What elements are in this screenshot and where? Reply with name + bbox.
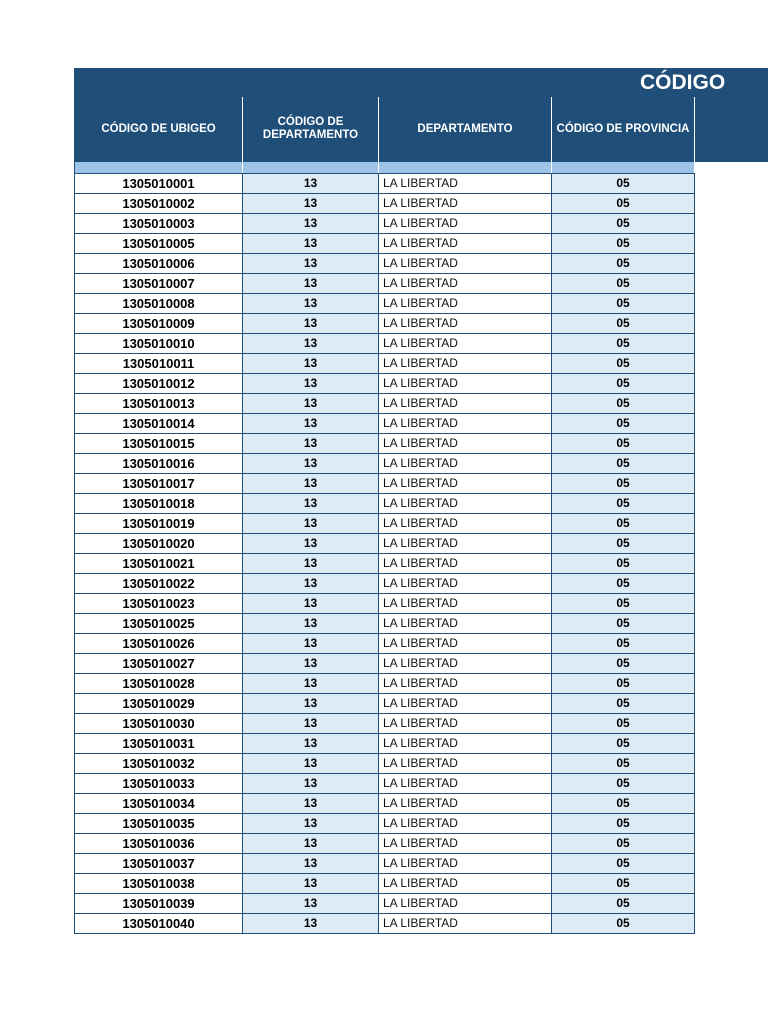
- table-row: [75, 494, 695, 514]
- cell-departamento: LA LIBERTAD: [379, 354, 552, 374]
- cell-ubigeo: 1305010009: [75, 314, 243, 334]
- cell-ubigeo: 1305010011: [75, 354, 243, 374]
- table-row: [75, 814, 695, 834]
- cell-dep-code: 13: [243, 414, 379, 434]
- cell-dep-code: 13: [243, 274, 379, 294]
- cell-ubigeo: 1305010028: [75, 674, 243, 694]
- cell-departamento: LA LIBERTAD: [379, 734, 552, 754]
- cell-ubigeo: 1305010037: [75, 854, 243, 874]
- cell-prov-code: 05: [552, 514, 695, 534]
- header-spacer-row: [75, 162, 695, 174]
- table-row: [75, 694, 695, 714]
- cell-departamento: LA LIBERTAD: [379, 854, 552, 874]
- cell-dep-code: 13: [243, 454, 379, 474]
- cell-ubigeo: 1305010032: [75, 754, 243, 774]
- cell-prov-code: 05: [552, 354, 695, 374]
- cell-dep-code: 13: [243, 494, 379, 514]
- header-ubigeo: CÓDIGO DE UBIGEO: [75, 97, 243, 162]
- cell-ubigeo: 1305010012: [75, 374, 243, 394]
- cell-prov-code: 05: [552, 494, 695, 514]
- cell-departamento: LA LIBERTAD: [379, 474, 552, 494]
- table-row: [75, 214, 695, 234]
- table-row: [75, 394, 695, 414]
- cell-ubigeo: 1305010013: [75, 394, 243, 414]
- table-row: [75, 594, 695, 614]
- cell-ubigeo: 1305010033: [75, 774, 243, 794]
- cell-dep-code: 13: [243, 394, 379, 414]
- cell-ubigeo: 1305010027: [75, 654, 243, 674]
- spacer-cell: [75, 162, 243, 174]
- header-dep-code: CÓDIGO DE DEPARTAMENTO: [243, 97, 379, 162]
- cell-dep-code: 13: [243, 554, 379, 574]
- cell-dep-code: 13: [243, 294, 379, 314]
- cell-ubigeo: 1305010006: [75, 254, 243, 274]
- cell-prov-code: 05: [552, 534, 695, 554]
- cell-departamento: LA LIBERTAD: [379, 194, 552, 214]
- cell-dep-code: 13: [243, 254, 379, 274]
- title-band: [74, 68, 768, 97]
- table-row: [75, 614, 695, 634]
- table-row: [75, 374, 695, 394]
- cell-departamento: LA LIBERTAD: [379, 594, 552, 614]
- cell-prov-code: 05: [552, 754, 695, 774]
- cell-dep-code: 13: [243, 634, 379, 654]
- header-right-band: [694, 97, 768, 162]
- table-row: [75, 674, 695, 694]
- cell-departamento: LA LIBERTAD: [379, 214, 552, 234]
- cell-departamento: LA LIBERTAD: [379, 254, 552, 274]
- table-row: [75, 834, 695, 854]
- table-row: [75, 474, 695, 494]
- cell-ubigeo: 1305010021: [75, 554, 243, 574]
- cell-departamento: LA LIBERTAD: [379, 634, 552, 654]
- cell-ubigeo: 1305010007: [75, 274, 243, 294]
- cell-departamento: LA LIBERTAD: [379, 774, 552, 794]
- cell-dep-code: 13: [243, 314, 379, 334]
- cell-departamento: LA LIBERTAD: [379, 554, 552, 574]
- cell-departamento: LA LIBERTAD: [379, 894, 552, 914]
- cell-dep-code: 13: [243, 514, 379, 534]
- cell-dep-code: 13: [243, 194, 379, 214]
- cell-dep-code: 13: [243, 854, 379, 874]
- cell-prov-code: 05: [552, 554, 695, 574]
- header-row: [75, 97, 695, 162]
- spacer-cell: [552, 162, 695, 174]
- cell-prov-code: 05: [552, 694, 695, 714]
- cell-departamento: LA LIBERTAD: [379, 834, 552, 854]
- table-row: [75, 894, 695, 914]
- table-row: [75, 774, 695, 794]
- cell-prov-code: 05: [552, 414, 695, 434]
- cell-departamento: LA LIBERTAD: [379, 754, 552, 774]
- cell-dep-code: 13: [243, 474, 379, 494]
- cell-ubigeo: 1305010022: [75, 574, 243, 594]
- cell-departamento: LA LIBERTAD: [379, 494, 552, 514]
- header-prov-code: CÓDIGO DE PROVINCIA: [552, 97, 695, 162]
- cell-prov-code: 05: [552, 334, 695, 354]
- cell-departamento: LA LIBERTAD: [379, 614, 552, 634]
- cell-ubigeo: 1305010015: [75, 434, 243, 454]
- table-row: [75, 314, 695, 334]
- cell-prov-code: 05: [552, 434, 695, 454]
- cell-dep-code: 13: [243, 574, 379, 594]
- cell-prov-code: 05: [552, 834, 695, 854]
- cell-prov-code: 05: [552, 874, 695, 894]
- cell-departamento: LA LIBERTAD: [379, 414, 552, 434]
- cell-ubigeo: 1305010001: [75, 174, 243, 194]
- cell-dep-code: 13: [243, 374, 379, 394]
- cell-ubigeo: 1305010008: [75, 294, 243, 314]
- table-row: [75, 334, 695, 354]
- cell-prov-code: 05: [552, 734, 695, 754]
- table-row: [75, 514, 695, 534]
- cell-prov-code: 05: [552, 714, 695, 734]
- cell-departamento: LA LIBERTAD: [379, 674, 552, 694]
- cell-ubigeo: 1305010040: [75, 914, 243, 934]
- cell-departamento: LA LIBERTAD: [379, 314, 552, 334]
- cell-ubigeo: 1305010002: [75, 194, 243, 214]
- cell-prov-code: 05: [552, 234, 695, 254]
- cell-prov-code: 05: [552, 174, 695, 194]
- header-departamento: DEPARTAMENTO: [379, 97, 552, 162]
- cell-ubigeo: 1305010039: [75, 894, 243, 914]
- cell-prov-code: 05: [552, 294, 695, 314]
- cell-ubigeo: 1305010026: [75, 634, 243, 654]
- cell-ubigeo: 1305010030: [75, 714, 243, 734]
- cell-prov-code: 05: [552, 814, 695, 834]
- cell-departamento: LA LIBERTAD: [379, 714, 552, 734]
- cell-ubigeo: 1305010020: [75, 534, 243, 554]
- table-row: [75, 274, 695, 294]
- cell-departamento: LA LIBERTAD: [379, 654, 552, 674]
- cell-prov-code: 05: [552, 474, 695, 494]
- cell-dep-code: 13: [243, 434, 379, 454]
- cell-prov-code: 05: [552, 574, 695, 594]
- cell-dep-code: 13: [243, 354, 379, 374]
- cell-ubigeo: 1305010010: [75, 334, 243, 354]
- cell-departamento: LA LIBERTAD: [379, 794, 552, 814]
- cell-prov-code: 05: [552, 854, 695, 874]
- cell-dep-code: 13: [243, 214, 379, 234]
- cell-prov-code: 05: [552, 194, 695, 214]
- cell-departamento: LA LIBERTAD: [379, 394, 552, 414]
- spacer-cell: [379, 162, 552, 174]
- cell-departamento: LA LIBERTAD: [379, 434, 552, 454]
- cell-departamento: LA LIBERTAD: [379, 374, 552, 394]
- cell-prov-code: 05: [552, 674, 695, 694]
- cell-ubigeo: 1305010035: [75, 814, 243, 834]
- cell-prov-code: 05: [552, 394, 695, 414]
- cell-prov-code: 05: [552, 614, 695, 634]
- cell-dep-code: 13: [243, 754, 379, 774]
- cell-ubigeo: 1305010029: [75, 694, 243, 714]
- cell-prov-code: 05: [552, 374, 695, 394]
- cell-departamento: LA LIBERTAD: [379, 294, 552, 314]
- cell-ubigeo: 1305010003: [75, 214, 243, 234]
- table-header: [75, 97, 695, 162]
- table-row: [75, 234, 695, 254]
- cell-dep-code: 13: [243, 334, 379, 354]
- cell-dep-code: 13: [243, 794, 379, 814]
- table-row: [75, 554, 695, 574]
- cell-departamento: LA LIBERTAD: [379, 234, 552, 254]
- table-row: [75, 754, 695, 774]
- table-row: [75, 534, 695, 554]
- cell-departamento: LA LIBERTAD: [379, 274, 552, 294]
- cell-prov-code: 05: [552, 654, 695, 674]
- table-row: [75, 794, 695, 814]
- cell-ubigeo: 1305010023: [75, 594, 243, 614]
- cell-dep-code: 13: [243, 834, 379, 854]
- cell-dep-code: 13: [243, 774, 379, 794]
- cell-departamento: LA LIBERTAD: [379, 454, 552, 474]
- cell-ubigeo: 1305010034: [75, 794, 243, 814]
- cell-dep-code: 13: [243, 814, 379, 834]
- cell-prov-code: 05: [552, 794, 695, 814]
- cell-dep-code: 13: [243, 174, 379, 194]
- cell-ubigeo: 1305010019: [75, 514, 243, 534]
- table-row: [75, 734, 695, 754]
- table-row: [75, 354, 695, 374]
- table-row: [75, 294, 695, 314]
- cell-dep-code: 13: [243, 874, 379, 894]
- cell-ubigeo: 1305010005: [75, 234, 243, 254]
- table-row: [75, 434, 695, 454]
- cell-departamento: LA LIBERTAD: [379, 694, 552, 714]
- cell-prov-code: 05: [552, 274, 695, 294]
- cell-dep-code: 13: [243, 894, 379, 914]
- cell-dep-code: 13: [243, 614, 379, 634]
- cell-dep-code: 13: [243, 534, 379, 554]
- table-row: [75, 574, 695, 594]
- cell-ubigeo: 1305010036: [75, 834, 243, 854]
- ubigeo-table: [74, 97, 695, 934]
- table-row: [75, 454, 695, 474]
- cell-departamento: LA LIBERTAD: [379, 334, 552, 354]
- cell-prov-code: 05: [552, 454, 695, 474]
- cell-dep-code: 13: [243, 234, 379, 254]
- cell-dep-code: 13: [243, 734, 379, 754]
- cell-ubigeo: 1305010031: [75, 734, 243, 754]
- table-row: [75, 654, 695, 674]
- table-row: [75, 714, 695, 734]
- page-title: CÓDIGO: [640, 71, 726, 94]
- table-body: [75, 162, 695, 934]
- cell-departamento: LA LIBERTAD: [379, 534, 552, 554]
- table-row: [75, 874, 695, 894]
- cell-departamento: LA LIBERTAD: [379, 874, 552, 894]
- cell-dep-code: 13: [243, 674, 379, 694]
- cell-departamento: LA LIBERTAD: [379, 574, 552, 594]
- cell-prov-code: 05: [552, 894, 695, 914]
- cell-ubigeo: 1305010014: [75, 414, 243, 434]
- table-row: [75, 174, 695, 194]
- table-row: [75, 414, 695, 434]
- cell-prov-code: 05: [552, 914, 695, 934]
- cell-ubigeo: 1305010018: [75, 494, 243, 514]
- cell-ubigeo: 1305010025: [75, 614, 243, 634]
- cell-departamento: LA LIBERTAD: [379, 514, 552, 534]
- spacer-cell: [243, 162, 379, 174]
- cell-dep-code: 13: [243, 694, 379, 714]
- cell-departamento: LA LIBERTAD: [379, 174, 552, 194]
- cell-ubigeo: 1305010017: [75, 474, 243, 494]
- table-row: [75, 634, 695, 654]
- cell-prov-code: 05: [552, 214, 695, 234]
- cell-dep-code: 13: [243, 914, 379, 934]
- cell-departamento: LA LIBERTAD: [379, 814, 552, 834]
- cell-prov-code: 05: [552, 314, 695, 334]
- cell-ubigeo: 1305010016: [75, 454, 243, 474]
- table-row: [75, 914, 695, 934]
- table-row: [75, 194, 695, 214]
- cell-prov-code: 05: [552, 634, 695, 654]
- table-row: [75, 254, 695, 274]
- cell-dep-code: 13: [243, 654, 379, 674]
- cell-departamento: LA LIBERTAD: [379, 914, 552, 934]
- cell-prov-code: 05: [552, 774, 695, 794]
- cell-prov-code: 05: [552, 254, 695, 274]
- cell-dep-code: 13: [243, 594, 379, 614]
- cell-dep-code: 13: [243, 714, 379, 734]
- table-row: [75, 854, 695, 874]
- cell-ubigeo: 1305010038: [75, 874, 243, 894]
- cell-prov-code: 05: [552, 594, 695, 614]
